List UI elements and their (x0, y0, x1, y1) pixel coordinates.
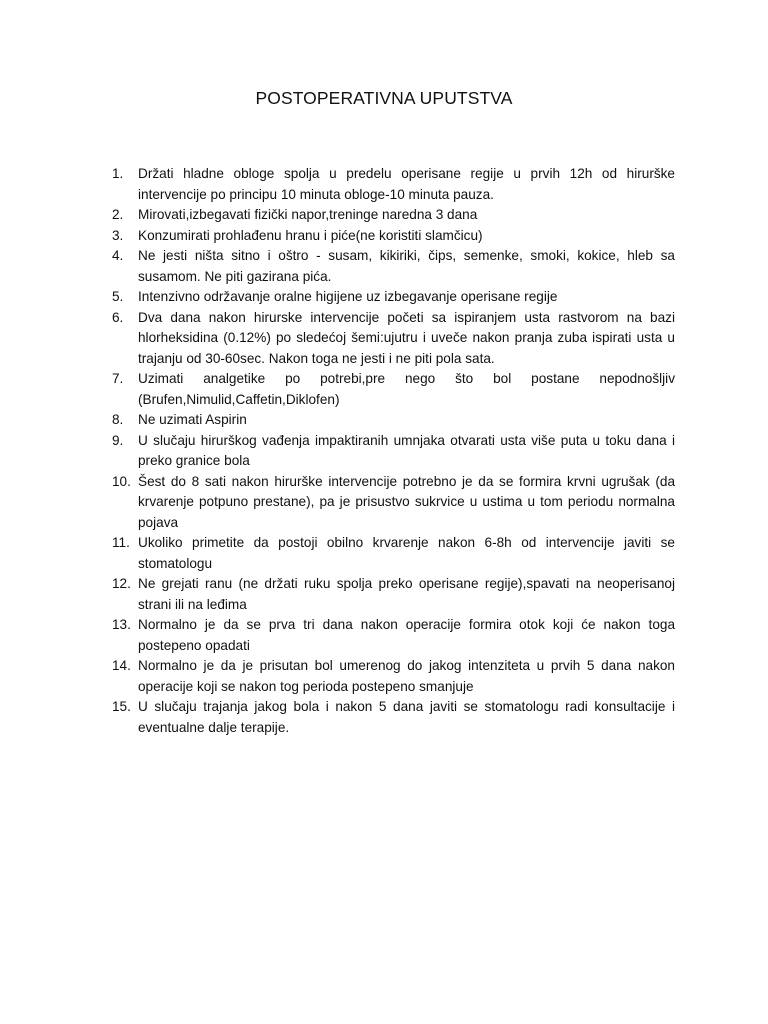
item-number: 1. (112, 166, 124, 181)
item-text: Uzimati analgetike po potrebi,pre nego što bol postane nepodnošljiv (Brufen,Nimulid,Caffetin,Diklofen) (138, 371, 675, 407)
item-number: 2. (112, 207, 124, 222)
item-number: 12. (112, 576, 131, 591)
item-text: Dva dana nakon hirurske intervencije početi sa ispiranjem usta rastvorom na bazi hlorheksidina (0.12%) po sledećoj šemi:ujutru i uveče nakon pranja zuba ispirati usta u trajanju od 30-60sec. Nakon toga ne jesti i ne piti pola sata. (138, 309, 675, 366)
item-text: Ne jesti ništa sitno i oštro - susam, kikiriki, čips, semenke, smoki, kokice, hleb sa susamom. Ne piti gazirana pića. (138, 248, 675, 284)
list-item (0, 205, 675, 226)
item-text: Ne grejati ranu (ne držati ruku spolja preko operisane regije),spavati na neoperisanoj strani ili na leđima (138, 576, 675, 612)
item-number: 14. (112, 658, 131, 673)
list-item (0, 410, 675, 431)
item-text: Ukoliko primetite da postoji obilno krvarenje nakon 6-8h od intervencije javiti se stomatologu (138, 535, 675, 571)
list-item (0, 533, 675, 574)
list-item (0, 656, 675, 697)
list-item (0, 369, 675, 410)
item-text: U slučaju trajanja jakog bola i nakon 5 dana javiti se stomatologu radi konsultacije i eventualne dalje terapije. (138, 699, 675, 735)
list-item (0, 615, 675, 656)
item-text: Ne uzimati Aspirin (138, 412, 247, 427)
list-item (0, 574, 675, 615)
item-text: Normalno je da je prisutan bol umerenog do jakog intenziteta u prvih 5 dana nakon operacije koji se nakon tog perioda postepeno smanjuje (138, 658, 675, 694)
item-text: Držati hladne obloge spolja u predelu operisane regije u prvih 12h od hirurške intervencije po principu 10 minuta obloge-10 minuta pauza. (138, 166, 675, 202)
list-item (0, 472, 675, 534)
item-number: 15. (112, 699, 131, 714)
list-item (0, 164, 675, 205)
item-number: 11. (112, 535, 130, 550)
item-number: 4. (112, 248, 124, 263)
item-number: 5. (112, 289, 124, 304)
item-number: 10. (112, 473, 131, 489)
instruction-list (0, 164, 675, 738)
item-text: Normalno je da se prva tri dana nakon operacije formira otok koji će nakon toga postepeno opadati (138, 617, 675, 653)
list-item (0, 287, 675, 308)
item-text: Mirovati,izbegavati fizički napor,treninge naredna 3 dana (138, 207, 478, 222)
document-title: POSTOPERATIVNA UPUTSTVA (255, 88, 513, 108)
item-number: 3. (112, 227, 124, 243)
item-number: 8. (112, 412, 124, 427)
list-item (0, 246, 675, 287)
list-item (0, 226, 675, 247)
list-item (0, 431, 675, 472)
list-item (0, 697, 675, 738)
item-number: 13. (112, 617, 131, 632)
item-text: Šest do 8 sati nakon hirurške intervencije potrebno je da se formira krvni ugrušak (da krvarenje potpuno prestane), pa je prisustvo sukrvice u ustima u tom periodu normalna pojava (138, 473, 675, 530)
item-number: 7. (112, 371, 124, 386)
item-text: U slučaju hirurškog vađenja impaktiranih umnjaka otvarati usta više puta u toku dana i preko granice bola (138, 432, 675, 468)
list-item (0, 308, 675, 370)
item-text: Intenzivno održavanje oralne higijene uz izbegavanje operisane regije (138, 289, 558, 304)
item-number: 6. (112, 309, 124, 325)
item-text: Konzumirati prohlađenu hranu i piće(ne koristiti slamčicu) (138, 227, 483, 243)
item-number: 9. (112, 432, 124, 448)
